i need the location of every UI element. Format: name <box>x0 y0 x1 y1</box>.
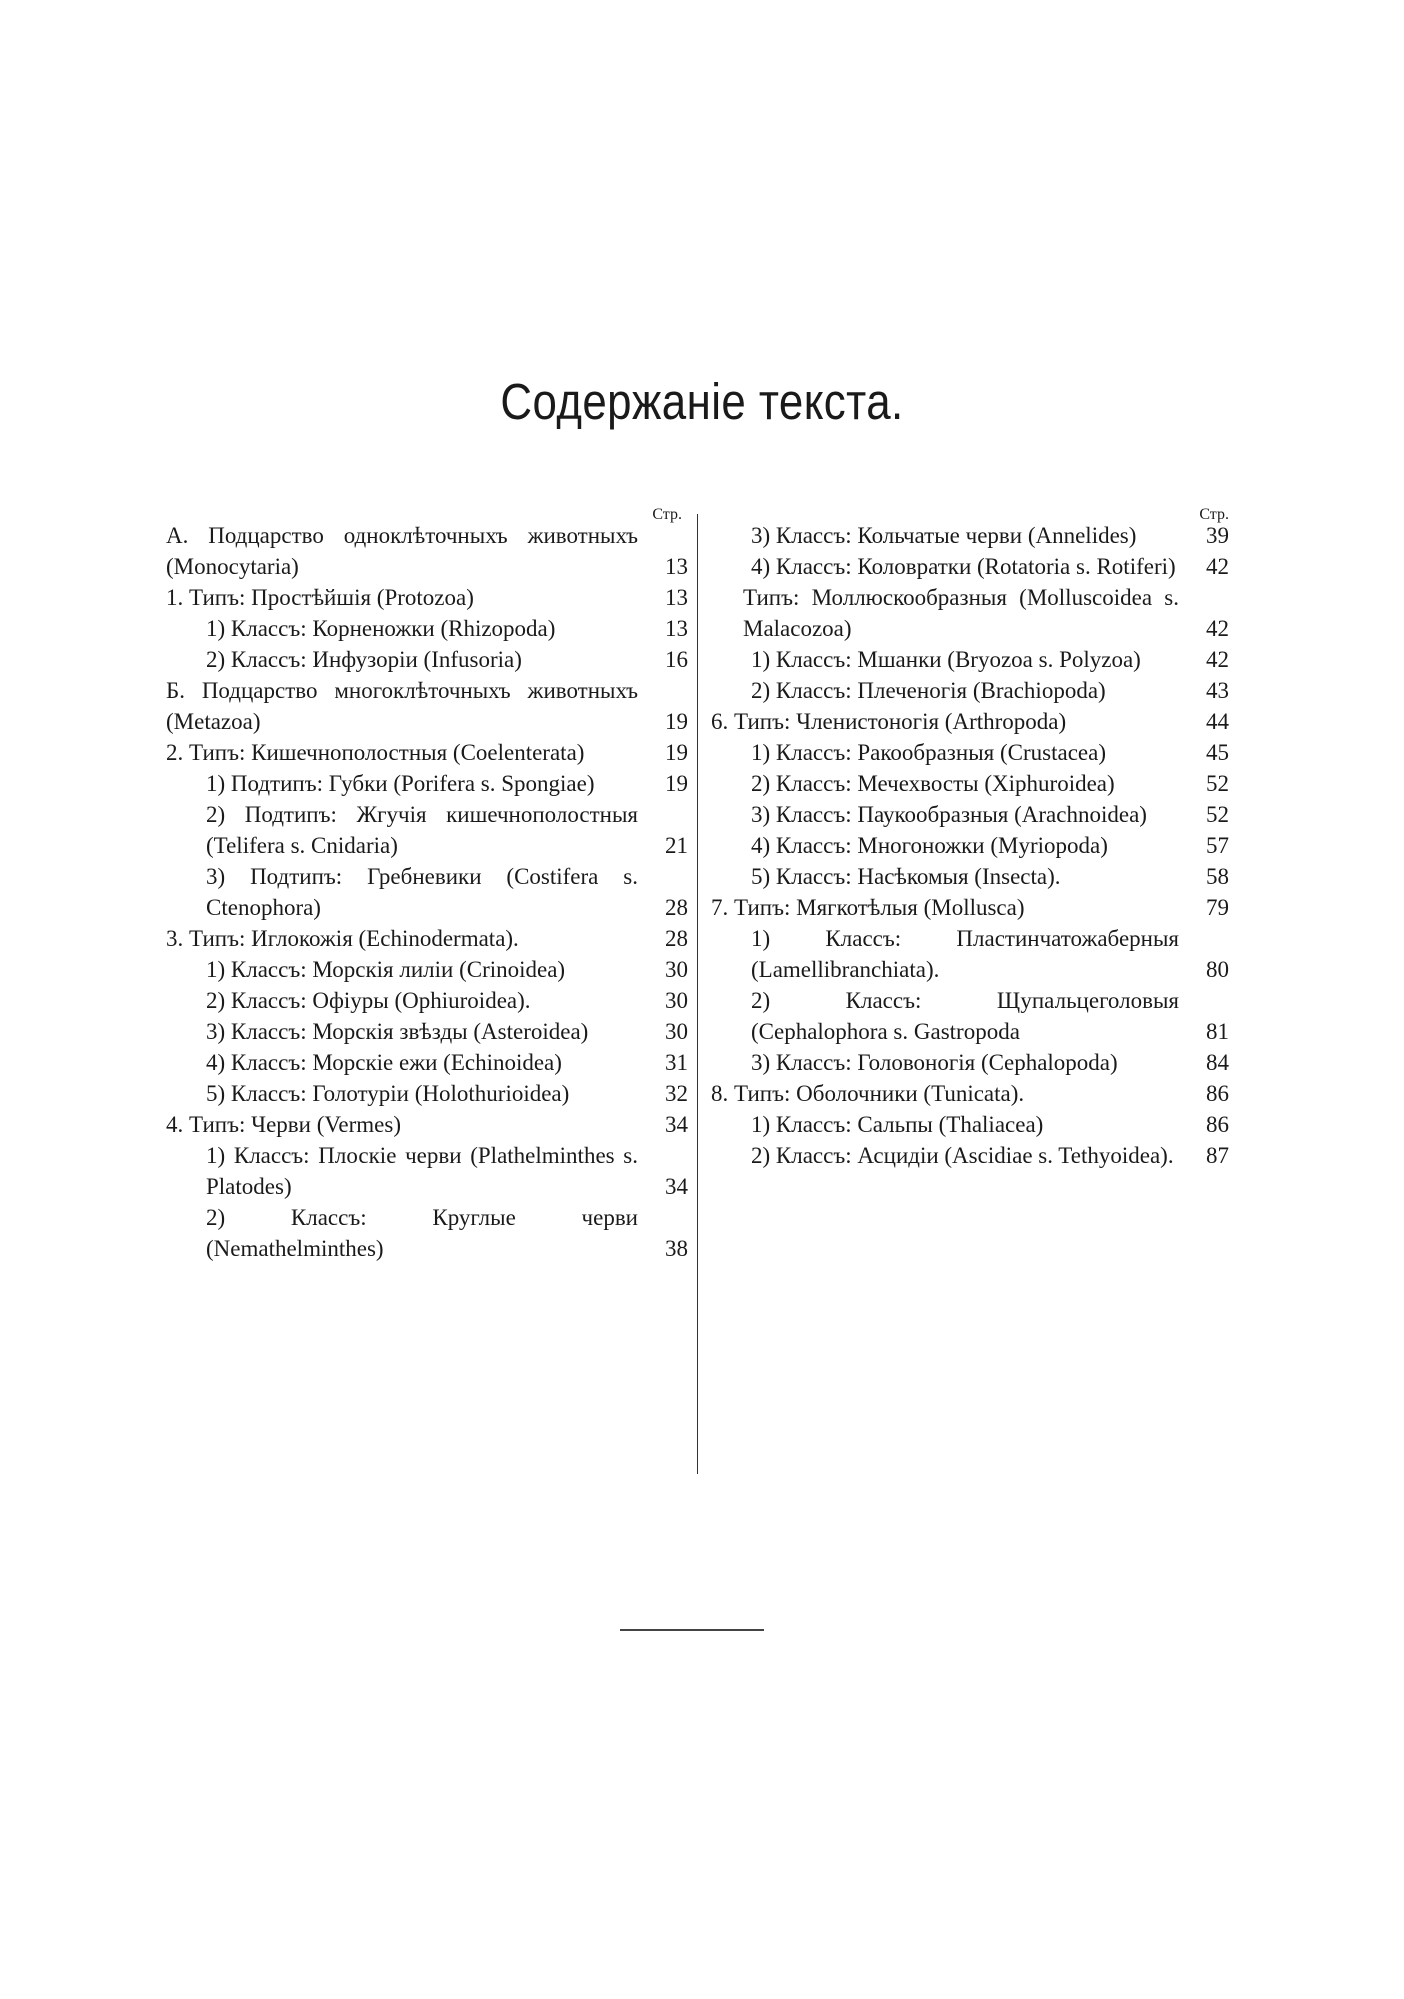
toc-entry-page: 42 <box>1206 647 1229 672</box>
toc-entry-title: 2) Подтипъ: Жгучія кишечнополостныя (Telifera s. Cnidaria) <box>206 802 638 858</box>
column-divider <box>697 514 698 1474</box>
toc-right-entries <box>711 520 1229 1171</box>
toc-entry-title: 1) Классъ: Пластинчатожаберныя (Lamellibranchiata). <box>751 926 1179 982</box>
toc-entry-title: 3. Типъ: Иглокожія (Echinodermata). <box>166 926 519 951</box>
toc-entry <box>166 861 688 923</box>
toc-entry-title: 5) Классъ: Насѣкомыя (Insecta). <box>751 864 1061 889</box>
toc-entry <box>711 520 1229 551</box>
toc-entry <box>711 706 1229 737</box>
toc-entry <box>711 1140 1229 1171</box>
toc-entry <box>166 985 688 1016</box>
toc-entry <box>711 985 1229 1047</box>
toc-entry-title: 1) Классъ: Ракообразныя (Crustacea) <box>751 740 1106 765</box>
toc-entry-title: 2) Классъ: Круглые черви (Nemathelminthes) <box>206 1205 638 1261</box>
toc-entry <box>166 1202 688 1264</box>
toc-entry-title: 2) Классъ: Плеченогія (Brachiopoda) <box>751 678 1106 703</box>
toc-entry-page: 34 <box>665 1112 688 1137</box>
toc-entry <box>166 613 688 644</box>
toc-entry-title: 1) Подтипъ: Губки (Porifera s. Spongiae) <box>206 771 595 796</box>
toc-entry-page: 13 <box>665 616 688 641</box>
toc-entry-page: 13 <box>665 585 688 610</box>
toc-entry-title: 3) Классъ: Головоногія (Cephalopoda) <box>751 1050 1118 1075</box>
toc-entry <box>166 1140 688 1202</box>
toc-entry-title: Б. Подцарство многоклѣточныхъ животныхъ (Metazoa) <box>166 678 638 734</box>
toc-entry-page: 32 <box>665 1081 688 1106</box>
toc-left-column <box>166 506 688 1264</box>
toc-entry-page: 30 <box>665 1019 688 1044</box>
toc-entry-page: 81 <box>1206 1019 1229 1044</box>
toc-entry <box>166 1047 688 1078</box>
toc-entry <box>166 923 688 954</box>
toc-entry-page: 58 <box>1206 864 1229 889</box>
toc-entry-page: 28 <box>665 926 688 951</box>
toc-entry-title: 4) Классъ: Многоножки (Myriopoda) <box>751 833 1108 858</box>
toc-entry-page: 31 <box>665 1050 688 1075</box>
toc-entry-page: 44 <box>1206 709 1229 734</box>
toc-entry <box>711 1078 1229 1109</box>
toc-entry-page: 19 <box>665 771 688 796</box>
footer-rule <box>620 1629 764 1631</box>
toc-entry-page: 42 <box>1206 554 1229 579</box>
toc-entry-title: 6. Типъ: Членистоногія (Arthropoda) <box>711 709 1067 734</box>
toc-entry <box>166 737 688 768</box>
toc-entry-page: 42 <box>1206 616 1229 641</box>
toc-entry-title: 2. Типъ: Кишечнополостныя (Coelenterata) <box>166 740 585 765</box>
toc-entry-page: 80 <box>1206 957 1229 982</box>
toc-entry-title: 1. Типъ: Простѣйшія (Protozoa) <box>166 585 474 610</box>
toc-entry <box>711 1109 1229 1140</box>
toc-entry-page: 45 <box>1206 740 1229 765</box>
toc-entry-title: 1) Классъ: Сальпы (Thaliacea) <box>751 1112 1044 1137</box>
toc-entry-title: 3) Классъ: Морскія звѣзды (Asteroidea) <box>206 1019 589 1044</box>
toc-entry <box>166 644 688 675</box>
toc-entry <box>166 520 688 582</box>
page-column-header-left: Стр. <box>652 506 682 523</box>
toc-entry-title: 2) Классъ: Офіуры (Ophiuroidea). <box>206 988 531 1013</box>
toc-entry-page: 19 <box>665 740 688 765</box>
toc-entry <box>711 644 1229 675</box>
toc-entry-page: 34 <box>665 1174 688 1199</box>
toc-left-entries <box>166 520 688 1264</box>
toc-entry <box>166 1016 688 1047</box>
toc-entry-page: 52 <box>1206 802 1229 827</box>
toc-entry-title: 3) Подтипъ: Гребневики (Costifera s. Ctenophora) <box>206 864 638 920</box>
toc-entry-title: 1) Классъ: Корненожки (Rhizopoda) <box>206 616 556 641</box>
toc-entry-page: 79 <box>1206 895 1229 920</box>
page-title: Содержаніе текста. <box>500 373 904 430</box>
toc-entry-page: 43 <box>1206 678 1229 703</box>
toc-entry-page: 84 <box>1206 1050 1229 1075</box>
toc-entry-title: А. Подцарство одноклѣточныхъ животныхъ (Monocytaria) <box>166 523 638 579</box>
toc-entry-page: 16 <box>665 647 688 672</box>
toc-entry <box>711 892 1229 923</box>
toc-entry <box>711 830 1229 861</box>
toc-entry-page: 19 <box>665 709 688 734</box>
toc-entry-title: Типъ: Моллюскообразныя (Molluscoidea s. Malacozoa) <box>743 585 1179 641</box>
toc-entry-title: 4. Типъ: Черви (Vermes) <box>166 1112 401 1137</box>
toc-entry-title: 2) Классъ: Инфузоріи (Infusoria) <box>206 647 522 672</box>
toc-entry <box>166 799 688 861</box>
toc-entry-title: 7. Типъ: Мягкотѣлыя (Mollusca) <box>711 895 1025 920</box>
toc-entry-title: 2) Классъ: Асцидіи (Ascidiae s. Tethyoidea). <box>751 1143 1174 1168</box>
toc-entry-title: 4) Классъ: Коловратки (Rotatoria s. Rotiferi) <box>751 554 1176 579</box>
toc-entry-title: 8. Типъ: Оболочники (Tunicata). <box>711 1081 1025 1106</box>
toc-right-column <box>711 506 1229 1171</box>
toc-entry-title: 3) Классъ: Кольчатые черви (Annelides) <box>751 523 1137 548</box>
toc-entry-page: 38 <box>665 1236 688 1261</box>
toc-entry <box>711 737 1229 768</box>
toc-entry <box>166 954 688 985</box>
toc-entry <box>711 923 1229 985</box>
toc-entry-page: 57 <box>1206 833 1229 858</box>
toc-entry <box>166 1109 688 1140</box>
toc-entry-page: 86 <box>1206 1112 1229 1137</box>
toc-entry <box>166 582 688 613</box>
toc-entry <box>166 675 688 737</box>
toc-entry <box>166 768 688 799</box>
toc-entry-page: 52 <box>1206 771 1229 796</box>
toc-entry-title: 2) Классъ: Мечехвосты (Xiphuroidea) <box>751 771 1115 796</box>
toc-entry-title: 5) Классъ: Голотуріи (Holothurioidea) <box>206 1081 570 1106</box>
toc-entry-page: 21 <box>665 833 688 858</box>
toc-entry-title: 3) Классъ: Паукообразныя (Arachnoidea) <box>751 802 1147 827</box>
toc-entry-page: 86 <box>1206 1081 1229 1106</box>
toc-entry-title: 4) Классъ: Морскіе ежи (Echinoidea) <box>206 1050 562 1075</box>
toc-entry <box>711 799 1229 830</box>
toc-entry-page: 87 <box>1206 1143 1229 1168</box>
toc-entry <box>711 1047 1229 1078</box>
toc-entry <box>711 861 1229 892</box>
toc-entry-title: 2) Классъ: Щупальцеголовыя (Cephalophora s. Gastropoda <box>751 988 1179 1044</box>
toc-entry-page: 13 <box>665 554 688 579</box>
toc-entry-page: 28 <box>665 895 688 920</box>
toc-entry <box>711 551 1229 582</box>
toc-entry-title: 1) Классъ: Мшанки (Bryozoa s. Polyzoa) <box>751 647 1141 672</box>
toc-entry <box>711 768 1229 799</box>
toc-entry-page: 30 <box>665 957 688 982</box>
toc-entry <box>711 582 1229 644</box>
page-column-header-right: Стр. <box>1199 506 1229 523</box>
toc-entry <box>711 675 1229 706</box>
toc-entry-title: 1) Классъ: Морскія лиліи (Crinoidea) <box>206 957 566 982</box>
toc-entry-page: 39 <box>1206 523 1229 548</box>
toc-entry <box>166 1078 688 1109</box>
toc-entry-page: 30 <box>665 988 688 1013</box>
toc-entry-title: 1) Классъ: Плоскіе черви (Plathelminthes s. Platodes) <box>206 1143 638 1199</box>
